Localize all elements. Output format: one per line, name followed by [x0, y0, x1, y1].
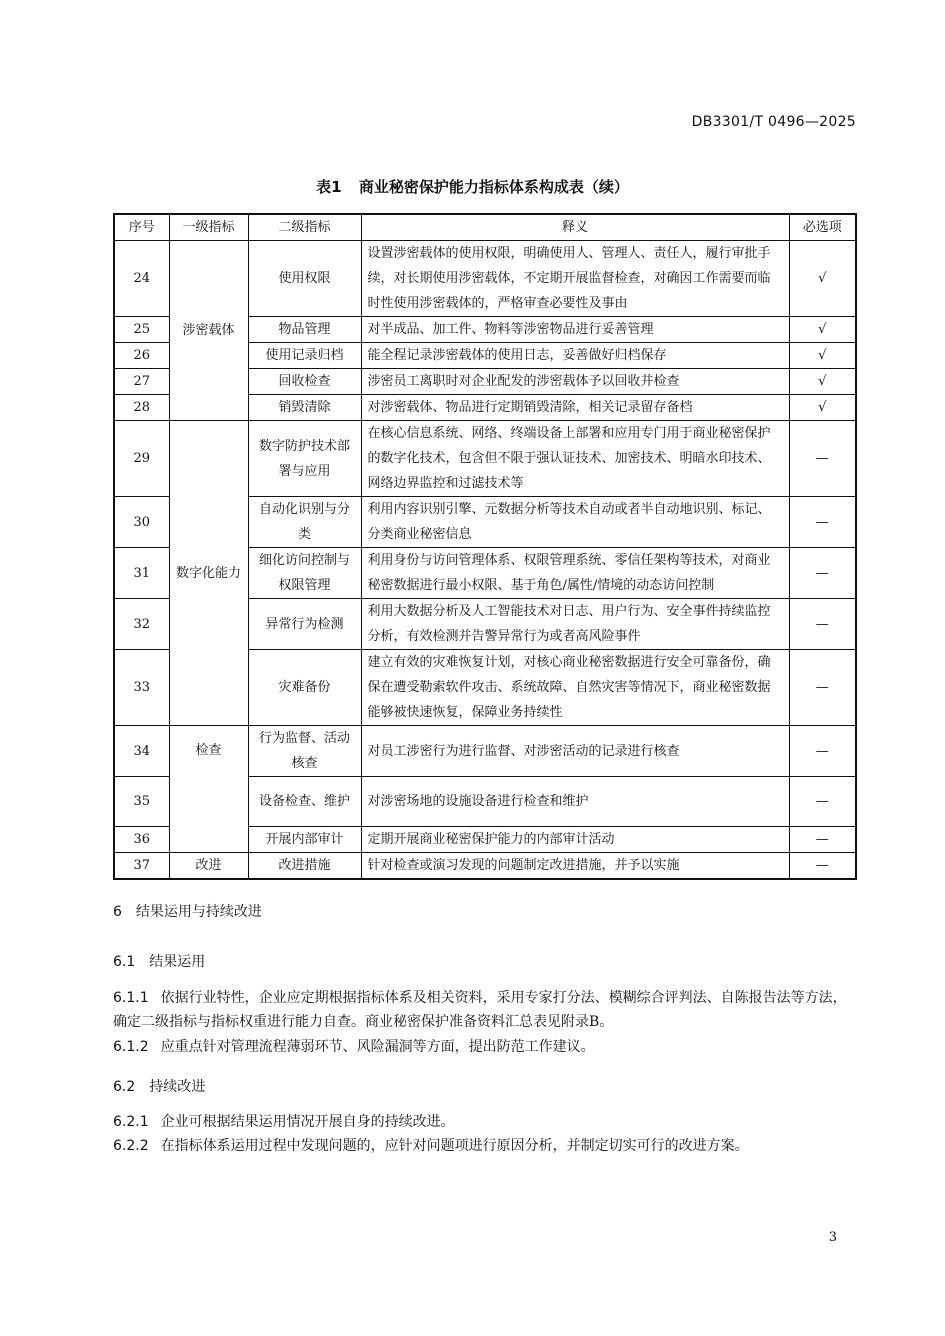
row-number: 31 — [114, 548, 169, 599]
paragraph-6-1-2 — [113, 1035, 855, 1059]
section-heading-6-2 — [113, 1076, 205, 1096]
row-number: 26 — [114, 343, 169, 369]
level1-indicator: 检查 — [169, 726, 248, 853]
required-mark: — — [789, 827, 856, 853]
section-number: 6.1 — [113, 954, 136, 970]
level2-indicator: 使用记录归档 — [248, 343, 361, 369]
section-number: 6 — [113, 904, 122, 920]
definition: 定期开展商业秘密保护能力的内部审计活动 — [361, 827, 789, 853]
level1-indicator: 数字化能力 — [169, 421, 248, 726]
clause-text: 应重点针对管理流程薄弱环节、风险漏洞等方面，提出防范工作建议。 — [160, 1039, 595, 1055]
level2-indicator: 异常行为检测 — [248, 599, 361, 650]
level2-indicator: 开展内部审计 — [248, 827, 361, 853]
level2-indicator: 灾难备份 — [248, 650, 361, 726]
level1-indicator: 改进 — [169, 853, 248, 880]
row-number: 34 — [114, 726, 169, 777]
row-number: 29 — [114, 421, 169, 497]
level2-indicator: 使用权限 — [248, 241, 361, 317]
row-number: 33 — [114, 650, 169, 726]
level2-indicator: 细化访问控制与权限管理 — [248, 548, 361, 599]
document-id: DB3301/T 0496—2025 — [691, 114, 856, 130]
paragraph-6-1-1 — [113, 986, 855, 1034]
definition: 建立有效的灾难恢复计划，对核心商业秘密数据进行安全可靠备份，确保在遭受勒索软件攻击、系统故障、自然灾害等情况下，商业秘密数据能够被快速恢复，保障业务持续性 — [361, 650, 789, 726]
column-header-required: 必选项 — [789, 214, 856, 241]
level2-indicator: 物品管理 — [248, 317, 361, 343]
table-row — [114, 241, 856, 317]
clause-number: 6.2.2 — [113, 1138, 149, 1154]
section-number: 6.2 — [113, 1079, 136, 1095]
definition: 在核心信息系统、网络、终端设备上部署和应用专门用于商业秘密保护的数字化技术，包含但不限于强认证技术、加密技术、明暗水印技术、网络边界监控和过滤技术等 — [361, 421, 789, 497]
row-number: 35 — [114, 777, 169, 827]
clause-text: 企业可根据结果运用情况开展自身的持续改进。 — [160, 1114, 455, 1130]
definition: 能全程记录涉密载体的使用日志，妥善做好归档保存 — [361, 343, 789, 369]
section-title: 结果运用 — [149, 954, 206, 970]
clause-text: 在指标体系运用过程中发现问题的，应针对问题项进行原因分析，并制定切实可行的改进方案。 — [160, 1138, 749, 1154]
required-mark: — — [789, 726, 856, 777]
row-number: 28 — [114, 395, 169, 421]
column-header-level1: 一级指标 — [169, 214, 248, 241]
level2-indicator: 自动化识别与分类 — [248, 497, 361, 548]
required-mark: — — [789, 650, 856, 726]
definition: 涉密员工离职时对企业配发的涉密载体予以回收并检查 — [361, 369, 789, 395]
table-caption-number: 表1 — [316, 178, 342, 196]
column-header-definition: 释义 — [361, 214, 789, 241]
row-number: 27 — [114, 369, 169, 395]
row-number: 32 — [114, 599, 169, 650]
section-title: 结果运用与持续改进 — [135, 904, 262, 920]
table-row — [114, 726, 856, 777]
level2-indicator: 销毁清除 — [248, 395, 361, 421]
clause-text: 依据行业特性，企业应定期根据指标体系及相关资料，采用专家打分法、模糊综合评判法、自陈报告法等方法，确定二级指标与指标权重进行能力自查。商业秘密保护准备资料汇总表见附录B。 — [113, 990, 847, 1030]
table-caption-title: 商业秘密保护能力指标体系构成表（续） — [358, 178, 629, 196]
paragraph-6-2-1 — [113, 1110, 855, 1134]
level2-indicator: 回收检查 — [248, 369, 361, 395]
required-mark: — — [789, 497, 856, 548]
row-number: 30 — [114, 497, 169, 548]
section-heading-6-1 — [113, 951, 205, 971]
row-number: 37 — [114, 853, 169, 880]
section-title: 持续改进 — [149, 1079, 206, 1095]
table-header-row — [114, 214, 856, 241]
row-number: 36 — [114, 827, 169, 853]
required-mark: √ — [789, 343, 856, 369]
level2-indicator: 设备检查、维护 — [248, 777, 361, 827]
definition: 设置涉密载体的使用权限，明确使用人、管理人、责任人，履行审批手续，对长期使用涉密载体，不定期开展监督检查，对确因工作需要而临时性使用涉密载体的，严格审查必要性及事由 — [361, 241, 789, 317]
definition: 利用内容识别引擎、元数据分析等技术自动或者半自动地识别、标记、分类商业秘密信息 — [361, 497, 789, 548]
column-header-no: 序号 — [114, 214, 169, 241]
indicator-table — [113, 213, 857, 880]
definition: 针对检查或演习发现的问题制定改进措施，并予以实施 — [361, 853, 789, 880]
definition: 对员工涉密行为进行监督、对涉密活动的记录进行核查 — [361, 726, 789, 777]
table-row — [114, 853, 856, 880]
column-header-level2: 二级指标 — [248, 214, 361, 241]
required-mark: √ — [789, 369, 856, 395]
definition: 利用身份与访问管理体系、权限管理系统、零信任架构等技术，对商业秘密数据进行最小权限、基于角色/属性/情境的动态访问控制 — [361, 548, 789, 599]
row-number: 24 — [114, 241, 169, 317]
level2-indicator: 行为监督、活动核查 — [248, 726, 361, 777]
required-mark: √ — [789, 317, 856, 343]
required-mark: √ — [789, 241, 856, 317]
level1-indicator: 涉密载体 — [169, 241, 248, 421]
required-mark: — — [789, 421, 856, 497]
required-mark: √ — [789, 395, 856, 421]
paragraph-6-2-2 — [113, 1134, 855, 1158]
definition: 对涉密场地的设施设备进行检查和维护 — [361, 777, 789, 827]
clause-number: 6.1.2 — [113, 1039, 149, 1055]
level2-indicator: 数字防护技术部署与应用 — [248, 421, 361, 497]
required-mark: — — [789, 548, 856, 599]
required-mark: — — [789, 777, 856, 827]
definition: 对半成品、加工件、物料等涉密物品进行妥善管理 — [361, 317, 789, 343]
table-row — [114, 421, 856, 497]
table-caption — [0, 176, 945, 197]
clause-number: 6.1.1 — [113, 990, 149, 1006]
clause-number: 6.2.1 — [113, 1114, 149, 1130]
row-number: 25 — [114, 317, 169, 343]
definition: 对涉密载体、物品进行定期销毁清除，相关记录留存备档 — [361, 395, 789, 421]
required-mark: — — [789, 853, 856, 880]
definition: 利用大数据分析及人工智能技术对日志、用户行为、安全事件持续监控分析，有效检测并告警异常行为或者高风险事件 — [361, 599, 789, 650]
level2-indicator: 改进措施 — [248, 853, 361, 880]
section-heading-6 — [113, 901, 262, 921]
required-mark: — — [789, 599, 856, 650]
page-number: 3 — [828, 1230, 837, 1245]
